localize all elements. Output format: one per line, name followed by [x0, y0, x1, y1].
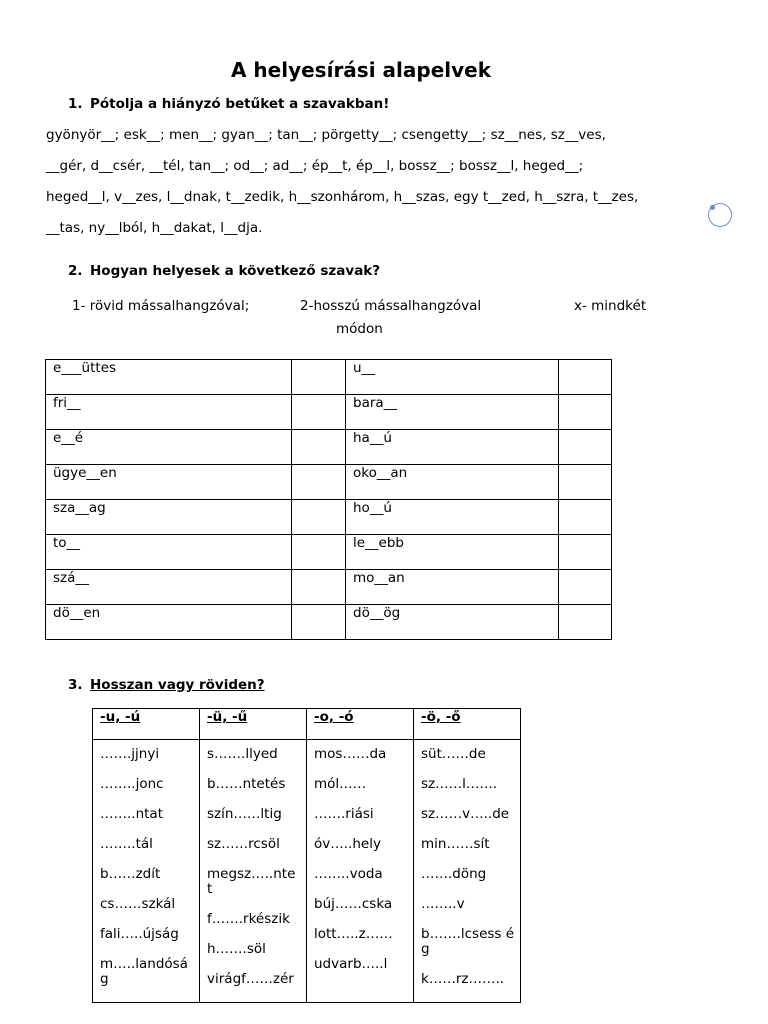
column-header: -o, -ó — [307, 709, 414, 740]
list-item: m…..landósá g — [100, 956, 188, 987]
legend-both-cont: módon — [336, 321, 383, 337]
list-item: mos……da — [314, 746, 387, 762]
vowel-length-table — [92, 708, 521, 1003]
list-item: …….riási — [314, 806, 374, 822]
list-item: k……rz…….. — [421, 971, 505, 987]
list-item: ……..tál — [100, 836, 153, 852]
list-item: b……zdít — [100, 866, 161, 882]
task1-heading — [68, 96, 389, 112]
task2-number: 2. — [68, 263, 83, 279]
legend-short: 1- rövid mássalhangzóval; — [72, 298, 250, 314]
answer-cell[interactable] — [559, 500, 612, 535]
task3-heading-text: Hosszan vagy röviden? — [90, 677, 265, 693]
table-row — [46, 395, 612, 430]
table-row — [46, 570, 612, 605]
list-item: cs……szkál — [100, 896, 176, 912]
list-item: s…….llyed — [207, 746, 278, 762]
cursor-circle-icon — [708, 203, 732, 227]
word-column — [414, 740, 521, 1003]
table-row — [46, 360, 612, 395]
task3-number: 3. — [68, 677, 83, 693]
list-item: megsz…..nte t — [207, 866, 296, 897]
word-cell: oko__an — [346, 465, 559, 500]
answer-cell[interactable] — [559, 395, 612, 430]
list-item: sz……v…..de — [421, 806, 510, 822]
word-column — [93, 740, 200, 1003]
legend-long: 2-hosszú mássalhangzóval — [300, 298, 482, 314]
list-item: …….döng — [421, 866, 487, 882]
table-row — [46, 535, 612, 570]
list-item: búj……cska — [314, 896, 393, 912]
answer-cell[interactable] — [559, 465, 612, 500]
word-cell: mo__an — [346, 570, 559, 605]
table-row — [46, 430, 612, 465]
answer-cell[interactable] — [292, 500, 346, 535]
answer-cell[interactable] — [559, 570, 612, 605]
list-item: ……..jonc — [100, 776, 164, 792]
task1-line-2: __gér, d__csér, __tél, tan__; od__; ad__; ép__t, ép__l, bossz__; bossz__l, heged__; — [46, 158, 584, 174]
list-item: szín……ltig — [207, 806, 282, 822]
answer-cell[interactable] — [559, 430, 612, 465]
task1-line-1: gyönyör__; esk__; men__; gyan__; tan__; pörgetty__; csengetty__; sz__nes, sz__ves, — [46, 127, 606, 143]
word-cell: szá__ — [46, 570, 292, 605]
list-item: h…….söl — [207, 941, 266, 957]
task1-number: 1. — [68, 96, 83, 112]
table-row — [46, 500, 612, 535]
word-column — [307, 740, 414, 1003]
column-header: -u, -ú — [93, 709, 200, 740]
answer-cell[interactable] — [559, 535, 612, 570]
list-item: fali…..újság — [100, 926, 179, 942]
list-item: ……..voda — [314, 866, 383, 882]
list-item: lott…..z…… — [314, 926, 393, 942]
list-item: ……..ntat — [100, 806, 163, 822]
column-header: -ö, -ő — [414, 709, 521, 740]
list-item: sz……l……. — [421, 776, 498, 792]
word-cell: ügye__en — [46, 465, 292, 500]
word-cell: le__ebb — [346, 535, 559, 570]
word-cell: fri__ — [46, 395, 292, 430]
page-title: A helyesírási alapelvek — [230, 58, 492, 82]
word-column — [200, 740, 307, 1003]
word-cell: e___üttes — [46, 360, 292, 395]
list-item: b…….lcsess ég — [421, 926, 515, 957]
task1-heading-text: Pótolja a hiányzó betűket a szavakban! — [90, 96, 390, 112]
word-cell: e__é — [46, 430, 292, 465]
list-item: óv…..hely — [314, 836, 381, 852]
list-item: süt……de — [421, 746, 486, 762]
list-item: f…….rkészik — [207, 911, 290, 927]
list-item: …….jjnyi — [100, 746, 160, 762]
list-item: sz……rcsöl — [207, 836, 280, 852]
list-item: virágf……zér — [207, 971, 294, 987]
answer-cell[interactable] — [292, 570, 346, 605]
answer-cell[interactable] — [292, 395, 346, 430]
column-header: -ü, -ű — [200, 709, 307, 740]
consonant-table — [45, 359, 612, 640]
word-cell: ha__ú — [346, 430, 559, 465]
answer-cell[interactable] — [559, 360, 612, 395]
task1-line-4: __tas, ny__lból, h__dakat, l__dja. — [46, 220, 263, 236]
answer-cell[interactable] — [292, 430, 346, 465]
answer-cell[interactable] — [292, 360, 346, 395]
list-item: mól…… — [314, 776, 367, 792]
list-item: ……..v — [421, 896, 465, 912]
task1-line-3: heged__l, v__zes, l__dnak, t__zedik, h__szonhárom, h__szas, egy t__zed, h__szra, t__zes, — [46, 189, 639, 205]
answer-cell[interactable] — [292, 465, 346, 500]
legend-both: x- mindkét — [574, 298, 647, 314]
answer-cell[interactable] — [292, 535, 346, 570]
word-cell: u__ — [346, 360, 559, 395]
task2-heading-text: Hogyan helyesek a következő szavak? — [90, 263, 381, 279]
word-cell: ho__ú — [346, 500, 559, 535]
task2-heading — [68, 263, 380, 279]
table-row — [46, 465, 612, 500]
list-item: min……sít — [421, 836, 490, 852]
word-cell: dö__ög — [346, 605, 559, 640]
word-cell: bara__ — [346, 395, 559, 430]
list-item: b……ntetés — [207, 776, 286, 792]
task3-heading — [68, 677, 265, 693]
answer-cell[interactable] — [292, 605, 346, 640]
word-cell: sza__ag — [46, 500, 292, 535]
word-cell: to__ — [46, 535, 292, 570]
answer-cell[interactable] — [559, 605, 612, 640]
list-item: udvarb…..l — [314, 956, 388, 972]
table-row — [46, 605, 612, 640]
word-cell: dö__en — [46, 605, 292, 640]
